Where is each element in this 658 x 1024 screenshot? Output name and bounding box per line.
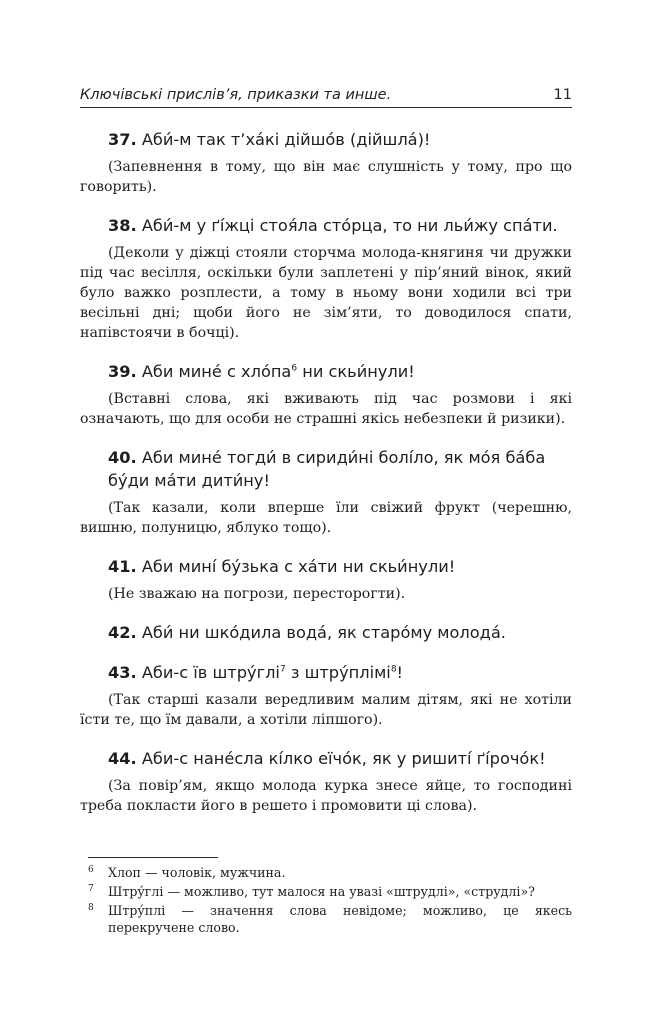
- footnote-number: 6: [88, 865, 94, 875]
- footnote: [80, 902, 572, 936]
- proverb: [80, 747, 572, 770]
- entry-39: [80, 360, 572, 429]
- entry-38: [80, 214, 572, 343]
- proverb-text: Аби мині́ бу́зька с ха́ти ни скьи́нули!: [136, 557, 456, 576]
- main-content: [80, 128, 572, 833]
- proverb-text: Аби мине́ с хло́па: [136, 362, 292, 381]
- proverb-text: !: [396, 663, 404, 682]
- entry-number: 39.: [108, 362, 137, 381]
- explanation: (Деколи у діжці стояли сторчма молода-княгиня чи дружки під час весілля, оскільки були заплетені у пір’яний вінок, який було важко розплести, а тому в ньому вони ходили всі три весільні дні; щоби його не зім’яти, то доводилося спати, напівстоячи в бочці).: [80, 245, 572, 341]
- entry-number: 38.: [108, 216, 137, 235]
- explanation: (Так казали, коли вперше їли свіжий фрукт (черешню, вишню, полуницю, яблуко тощо).: [80, 500, 572, 536]
- entry-37: [80, 128, 572, 197]
- footnote-text: Штру́глі — можливо, тут малося на увазі «штрудлі», «струдлі»?: [108, 884, 535, 899]
- footnote-ref: 7: [279, 664, 286, 675]
- proverb-text: Аби мине́ тогди́ в сириди́ні болі́ло, як мо́я ба́ба бу́ди ма́ти дити́ну!: [108, 448, 546, 490]
- footnote-ref: 6: [291, 363, 298, 374]
- proverb: [80, 360, 572, 383]
- explanation: (Не зважаю на погрози, пересторогти).: [108, 586, 406, 602]
- proverb-text: з штру́плімі: [285, 663, 391, 682]
- proverb: [80, 128, 572, 151]
- entry-number: 37.: [108, 130, 137, 149]
- entry-43: [80, 661, 572, 730]
- entry-44: [80, 747, 572, 816]
- entry-number: 44.: [108, 749, 137, 768]
- proverb: [80, 621, 572, 644]
- entry-number: 40.: [108, 448, 137, 467]
- proverb-text: Аби́ ни шко́дила вода́, як старо́му молода́.: [136, 623, 506, 642]
- page-number: 11: [553, 87, 572, 103]
- proverb-text: ни скьи́нули!: [297, 362, 415, 381]
- entry-number: 42.: [108, 623, 137, 642]
- explanation: (Вставні слова, які вживають під час розмови і які означають, що для особи не страшні якісь небезпеки й ризики).: [80, 391, 572, 427]
- footnotes: [80, 857, 572, 938]
- running-header: [80, 87, 572, 108]
- entry-41: [80, 555, 572, 604]
- proverb-text: Аби-с їв штру́глі: [136, 663, 280, 682]
- footnote-text: Штру́плі — значення слова невідоме; можливо, це якесь перекручене слово.: [108, 903, 572, 935]
- footnote-number: 7: [88, 884, 94, 894]
- entry-number: 43.: [108, 663, 137, 682]
- explanation: (За повір’ям, якщо молода курка знесе яйце, то господині треба покласти його в решето і промовити ці слова).: [80, 778, 572, 814]
- footnote-text: Хлоп — чоловік, мужчина.: [108, 865, 286, 880]
- explanation: (Так старші казали вередливим малим дітям, які не хотіли їсти те, що їм давали, а хотіли ліпшого).: [80, 692, 572, 728]
- proverb-text: Аби́-м у ґі́жці стоя́ла сто́рца, то ни льи́жу спа́ти.: [136, 216, 558, 235]
- entry-42: [80, 621, 572, 644]
- footnote: [80, 864, 572, 881]
- entry-number: 41.: [108, 557, 137, 576]
- footnote: [80, 883, 572, 900]
- proverb: [80, 661, 572, 684]
- proverb-text: Аби́-м так т’ха́кі дійшо́в (дійшла́)!: [136, 130, 431, 149]
- proverb: [80, 555, 572, 578]
- proverb: [80, 446, 572, 492]
- entry-40: [80, 446, 572, 538]
- footnote-divider: [88, 857, 218, 858]
- explanation: (Запевнення в тому, що він має слушність у тому, про що говорить).: [80, 159, 572, 195]
- running-title: Ключівські прислів’я, приказки та инше.: [80, 87, 392, 103]
- proverb: [80, 214, 572, 237]
- footnote-number: 8: [88, 903, 94, 913]
- proverb-text: Аби-с нане́сла кі́лко еїчо́к, як у ришиті́ ґі́рочо́к!: [136, 749, 546, 768]
- footnote-ref: 8: [390, 664, 397, 675]
